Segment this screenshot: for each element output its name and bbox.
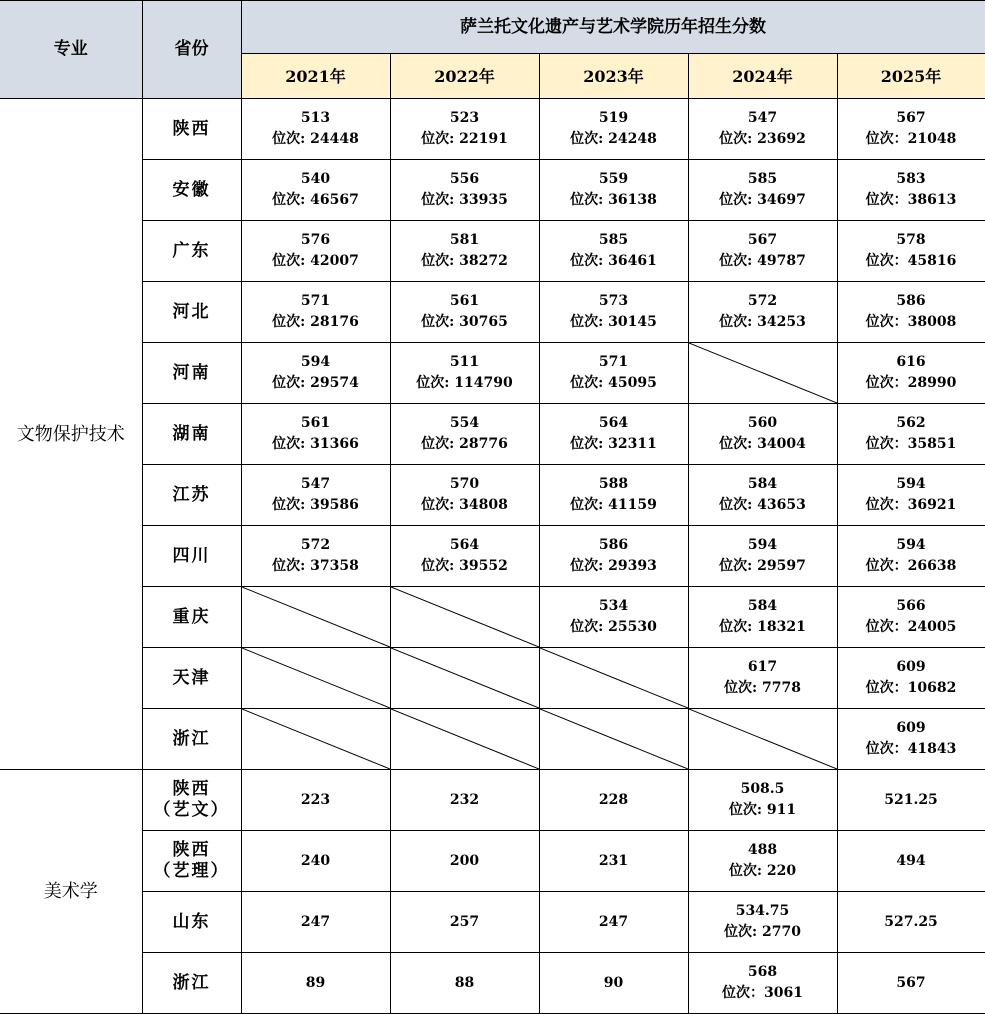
- province-cell: [142, 770, 241, 831]
- score-cell: [837, 404, 985, 465]
- rank-value: 位次: 45095: [570, 375, 657, 391]
- rank-value: 位次: 39586: [272, 497, 359, 513]
- rank-value: 位次：24005: [865, 619, 957, 635]
- score-value: 584: [747, 476, 778, 492]
- score-value: 570: [449, 476, 480, 492]
- score-value: 540: [300, 171, 331, 187]
- score-cell: [539, 99, 688, 160]
- score-value: 578: [896, 232, 926, 248]
- score-value: 534.75: [735, 903, 790, 919]
- score-value: 232: [449, 791, 480, 808]
- province-label: 陕西: [172, 118, 211, 139]
- province-cell: [142, 160, 241, 221]
- rank-value: 位次: 34697: [719, 192, 806, 208]
- table-row: [0, 648, 985, 709]
- score-cell: [837, 953, 985, 1014]
- score-cell: [241, 526, 390, 587]
- score-cell: [390, 526, 539, 587]
- diagonal-slash-icon: [689, 343, 837, 403]
- province-cell: [142, 465, 241, 526]
- province-label: 陕西: [172, 840, 211, 860]
- score-value: 228: [598, 791, 629, 808]
- diagonal-slash-icon: [689, 709, 837, 769]
- score-cell: [390, 770, 539, 831]
- score-value: 576: [300, 232, 331, 248]
- score-cell: [241, 282, 390, 343]
- rank-value: 位次：3061: [722, 985, 803, 1001]
- rank-value: 位次: 46567: [272, 192, 359, 208]
- rank-value: 位次: 33935: [421, 192, 508, 208]
- score-cell: [688, 282, 837, 343]
- score-value: 567: [747, 232, 778, 248]
- score-value: 564: [598, 415, 629, 431]
- score-cell: [539, 221, 688, 282]
- province-label: 河南: [172, 362, 211, 383]
- province-cell: [142, 892, 241, 953]
- score-value: 586: [598, 537, 629, 553]
- rank-value: 位次: 31366: [272, 436, 359, 452]
- score-cell: [837, 526, 985, 587]
- score-cell: [241, 831, 390, 892]
- table-row: [0, 160, 985, 221]
- score-value: 567: [896, 974, 926, 991]
- province-cell: [142, 343, 241, 404]
- empty-cell-slash: [539, 648, 688, 709]
- score-value: 572: [300, 537, 331, 553]
- rank-value: 位次: 39552: [421, 558, 508, 574]
- score-value: 559: [598, 171, 629, 187]
- rank-value: 位次: 29597: [719, 558, 806, 574]
- province-label: 湖南: [172, 423, 211, 444]
- empty-cell-slash: [241, 648, 390, 709]
- province-label: 重庆: [172, 606, 211, 627]
- rank-value: 位次：21048: [865, 131, 957, 147]
- year-header-2024: 2024年: [688, 54, 837, 99]
- rank-value: 位次：28990: [865, 375, 957, 391]
- rank-value: 位次: 42007: [272, 253, 359, 269]
- score-value: 527.25: [884, 913, 938, 930]
- empty-cell-slash: [390, 648, 539, 709]
- score-cell: [241, 343, 390, 404]
- year-header-2022: 2022年: [390, 54, 539, 99]
- rank-value: 位次: 29393: [570, 558, 657, 574]
- score-value: 508.5: [740, 781, 785, 797]
- score-cell: [241, 404, 390, 465]
- major-cell: 文物保护技术: [0, 99, 142, 770]
- table-row: [0, 343, 985, 404]
- province-cell: [142, 404, 241, 465]
- score-cell: [837, 465, 985, 526]
- score-value: 561: [449, 293, 480, 309]
- empty-cell-slash: [688, 709, 837, 770]
- score-cell: [688, 526, 837, 587]
- province-cell: [142, 526, 241, 587]
- table-row: [0, 587, 985, 648]
- table-row: [0, 282, 985, 343]
- score-cell: [837, 99, 985, 160]
- score-cell: [688, 587, 837, 648]
- rank-value: 位次: 38272: [421, 253, 508, 269]
- province-cell: [142, 587, 241, 648]
- score-cell: [837, 770, 985, 831]
- rank-value: 位次: 34808: [421, 497, 508, 513]
- score-value: 240: [300, 852, 331, 869]
- score-value: 513: [300, 110, 331, 126]
- score-cell: [539, 953, 688, 1014]
- rank-value: 位次: 41159: [570, 497, 657, 513]
- rank-value: 位次: 36138: [570, 192, 657, 208]
- diagonal-slash-icon: [540, 648, 688, 708]
- score-value: 583: [896, 171, 926, 187]
- score-cell: [241, 892, 390, 953]
- score-cell: [390, 282, 539, 343]
- year-header-2021: 2021年: [241, 54, 390, 99]
- table-row: [0, 709, 985, 770]
- rank-value: 位次: 114790: [416, 375, 513, 391]
- score-value: 554: [449, 415, 480, 431]
- score-value: 521.25: [884, 791, 938, 808]
- score-cell: [837, 160, 985, 221]
- score-value: 257: [449, 913, 480, 930]
- table-row: [0, 221, 985, 282]
- rank-value: 位次：38613: [865, 192, 957, 208]
- rank-value: 位次: 23692: [719, 131, 806, 147]
- score-value: 573: [598, 293, 629, 309]
- empty-cell-slash: [390, 709, 539, 770]
- diagonal-slash-icon: [242, 648, 390, 708]
- score-value: 523: [449, 110, 480, 126]
- province-cell: [142, 221, 241, 282]
- province-label: 安徽: [172, 179, 211, 200]
- province-cell: [142, 831, 241, 892]
- table-row: [0, 99, 985, 160]
- rank-value: 位次: 25530: [570, 619, 657, 635]
- rank-value: 位次: 36461: [570, 253, 657, 269]
- empty-cell-slash: [241, 587, 390, 648]
- score-cell: [837, 282, 985, 343]
- score-value: 564: [449, 537, 480, 553]
- score-value: 200: [449, 852, 480, 869]
- province-label: 浙江: [172, 728, 211, 749]
- major-cell: 美术学: [0, 770, 142, 1014]
- province-cell: [142, 709, 241, 770]
- score-value: 581: [449, 232, 480, 248]
- score-cell: [539, 770, 688, 831]
- score-value: 511: [449, 354, 480, 370]
- rank-value: 位次: 34253: [719, 314, 806, 330]
- score-value: 594: [747, 537, 778, 553]
- empty-cell-slash: [241, 709, 390, 770]
- score-cell: [241, 221, 390, 282]
- rank-value: 位次：45816: [865, 253, 957, 269]
- score-cell: [539, 831, 688, 892]
- score-value: 247: [598, 913, 629, 930]
- score-value: 231: [598, 852, 629, 869]
- table-title: 萨兰托文化遗产与艺术学院历年招生分数: [241, 1, 985, 54]
- score-value: 561: [300, 415, 331, 431]
- score-cell: [241, 160, 390, 221]
- rank-value: 位次: 30765: [421, 314, 508, 330]
- table-row: [0, 404, 985, 465]
- province-cell: [142, 953, 241, 1014]
- score-cell: [837, 709, 985, 770]
- score-value: 560: [747, 415, 778, 431]
- score-value: 617: [747, 659, 778, 675]
- rank-value: 位次: 43653: [719, 497, 806, 513]
- score-value: 594: [896, 476, 926, 492]
- score-cell: [688, 892, 837, 953]
- score-cell: [390, 892, 539, 953]
- score-cell: [837, 892, 985, 953]
- score-cell: [390, 99, 539, 160]
- rank-value: 位次: 28776: [421, 436, 508, 452]
- diagonal-slash-icon: [242, 709, 390, 769]
- score-value: 567: [896, 110, 926, 126]
- score-cell: [688, 404, 837, 465]
- table-body: [0, 99, 985, 1014]
- empty-cell-slash: [688, 343, 837, 404]
- major-column-header: 专业: [0, 1, 142, 99]
- rank-value: 位次: 49787: [719, 253, 806, 269]
- score-value: 494: [896, 852, 926, 869]
- score-value: 566: [896, 598, 926, 614]
- empty-cell-slash: [539, 709, 688, 770]
- rank-value: 位次：41843: [865, 741, 957, 757]
- score-cell: [241, 953, 390, 1014]
- score-cell: [837, 221, 985, 282]
- score-value: 609: [896, 659, 926, 675]
- score-cell: [837, 343, 985, 404]
- score-cell: [688, 160, 837, 221]
- score-cell: [390, 465, 539, 526]
- score-value: 588: [598, 476, 629, 492]
- score-value: 568: [747, 964, 778, 980]
- rank-value: 位次: 28176: [272, 314, 359, 330]
- table-row: [0, 526, 985, 587]
- score-value: 488: [747, 842, 778, 858]
- score-value: 586: [896, 293, 926, 309]
- score-value: 594: [300, 354, 331, 370]
- score-cell: [539, 587, 688, 648]
- table-row: [0, 953, 985, 1014]
- province-label: 江苏: [172, 484, 211, 505]
- province-cell: [142, 99, 241, 160]
- score-value: 90: [603, 974, 624, 991]
- score-value: 571: [598, 354, 629, 370]
- rank-value: 位次：36921: [865, 497, 957, 513]
- score-cell: [539, 892, 688, 953]
- province-label: 陕西: [172, 779, 211, 799]
- province-label: 广东: [172, 240, 211, 261]
- score-value: 534: [598, 598, 629, 614]
- table-row: [0, 770, 985, 831]
- score-cell: [688, 953, 837, 1014]
- year-header-2025: 2025年: [837, 54, 985, 99]
- score-value: 584: [747, 598, 778, 614]
- score-cell: [539, 465, 688, 526]
- rank-value: 位次: 18321: [719, 619, 806, 635]
- score-cell: [688, 99, 837, 160]
- rank-value: 位次: 30145: [570, 314, 657, 330]
- score-cell: [241, 770, 390, 831]
- score-cell: [688, 648, 837, 709]
- score-cell: [390, 404, 539, 465]
- diagonal-slash-icon: [391, 587, 539, 647]
- diagonal-slash-icon: [242, 587, 390, 647]
- score-cell: [241, 99, 390, 160]
- score-value: 571: [300, 293, 331, 309]
- score-cell: [539, 526, 688, 587]
- rank-value: 位次：10682: [865, 680, 957, 696]
- diagonal-slash-icon: [540, 709, 688, 769]
- score-value: 88: [454, 974, 475, 991]
- province-cell: [142, 648, 241, 709]
- province-label: 天津: [172, 667, 211, 688]
- score-value: 585: [598, 232, 629, 248]
- score-cell: [837, 831, 985, 892]
- empty-cell-slash: [390, 587, 539, 648]
- diagonal-slash-icon: [391, 648, 539, 708]
- province-cell: [142, 282, 241, 343]
- score-cell: [390, 160, 539, 221]
- rank-value: 位次：38008: [865, 314, 957, 330]
- province-label: 浙江: [172, 972, 211, 993]
- score-cell: [390, 221, 539, 282]
- score-value: 616: [896, 354, 926, 370]
- rank-value: 位次：35851: [865, 436, 957, 452]
- rank-value: 位次: 7778: [723, 680, 801, 696]
- rank-value: 位次: 29574: [272, 375, 359, 391]
- score-cell: [390, 953, 539, 1014]
- score-value: 547: [300, 476, 331, 492]
- year-header-2023: 2023年: [539, 54, 688, 99]
- diagonal-slash-icon: [391, 709, 539, 769]
- rank-value: 位次: 220: [728, 863, 797, 879]
- score-value: 89: [305, 974, 326, 991]
- score-value: 609: [896, 720, 926, 736]
- score-value: 562: [896, 415, 926, 431]
- rank-value: 位次: 37358: [272, 558, 359, 574]
- rank-value: 位次: 22191: [421, 131, 508, 147]
- rank-value: 位次：26638: [865, 558, 957, 574]
- score-cell: [390, 831, 539, 892]
- score-value: 547: [747, 110, 778, 126]
- score-cell: [390, 343, 539, 404]
- table-row: [0, 892, 985, 953]
- score-value: 572: [747, 293, 778, 309]
- rank-value: 位次: 911: [728, 802, 797, 818]
- table-row: [0, 465, 985, 526]
- score-cell: [688, 831, 837, 892]
- table-row: [0, 831, 985, 892]
- rank-value: 位次: 2770: [723, 924, 801, 940]
- rank-value: 位次: 32311: [570, 436, 657, 452]
- score-cell: [539, 343, 688, 404]
- score-cell: [837, 587, 985, 648]
- score-cell: [539, 404, 688, 465]
- score-cell: [688, 465, 837, 526]
- score-value: 594: [896, 537, 926, 553]
- province-column-header: 省份: [142, 1, 241, 99]
- score-value: 585: [747, 171, 778, 187]
- province-label: 山东: [172, 911, 211, 932]
- score-value: 223: [300, 791, 331, 808]
- province-label: （艺理）: [153, 861, 230, 881]
- score-value: 247: [300, 913, 331, 930]
- score-cell: [241, 465, 390, 526]
- score-cell: [539, 160, 688, 221]
- score-cell: [539, 282, 688, 343]
- score-cell: [688, 770, 837, 831]
- rank-value: 位次: 24248: [570, 131, 657, 147]
- province-label: 河北: [172, 301, 211, 322]
- score-value: 519: [598, 110, 629, 126]
- province-label: 四川: [172, 545, 211, 566]
- score-value: 556: [449, 171, 480, 187]
- province-label: （艺文）: [153, 800, 230, 820]
- rank-value: 位次: 34004: [719, 436, 806, 452]
- rank-value: 位次: 24448: [272, 131, 359, 147]
- score-cell: [837, 648, 985, 709]
- score-cell: [688, 221, 837, 282]
